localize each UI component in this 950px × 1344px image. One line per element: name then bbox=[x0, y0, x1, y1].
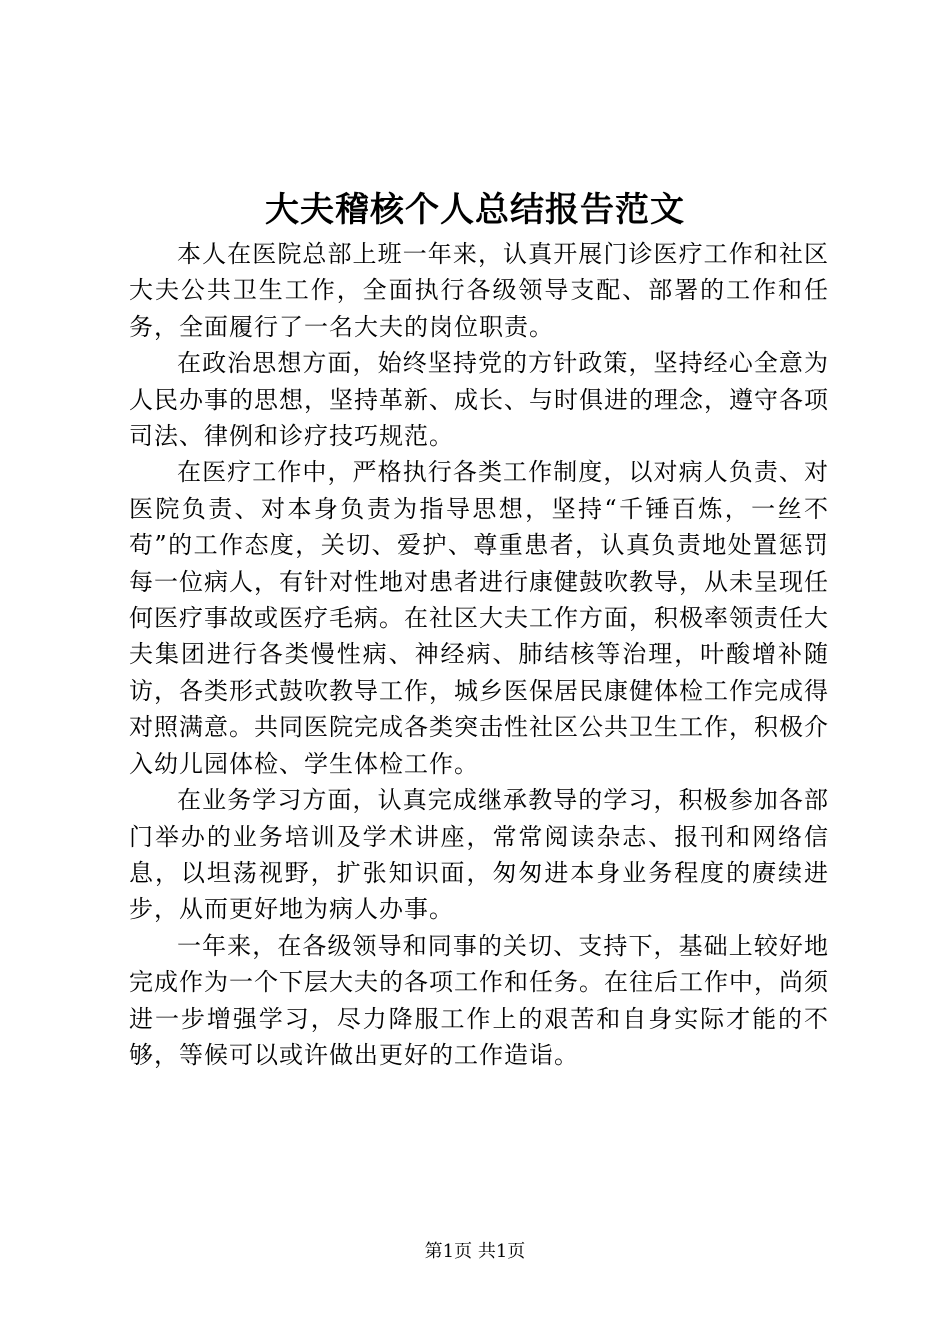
paragraph-conclusion: 一年来，在各级领导和同事的关切、支持下，基础上较好地完成作为一个下层大夫的各项工作和任务。在往后工作中，尚须进一步增强学习，尽力降服工作上的艰苦和自身实际才能的不够，等候可以或许做出更好的工作造诣。 bbox=[129, 931, 829, 1069]
paragraph-intro: 本人在医院总部上班一年来，认真开展门诊医疗工作和社区大夫公共卫生工作，全面执行各级领导支配、部署的工作和任务，全面履行了一名大夫的岗位职责。 bbox=[129, 240, 829, 341]
paragraph-study: 在业务学习方面，认真完成继承教导的学习，积极参加各部门举办的业务培训及学术讲座，常常阅读杂志、报刊和网络信息，以坦荡视野，扩张知识面，匆匆进本身业务程度的赓续进步，从而更好地为病人办事。 bbox=[129, 786, 829, 924]
page-number-footer: 第1页 共1页 bbox=[424, 1241, 526, 1262]
paragraph-medical-work: 在医疗工作中，严格执行各类工作制度，以对病人负责、对医院负责、对本身负责为指导思想，坚持“千锤百炼，一丝不苟”的工作态度，关切、爱护、尊重患者，认真负责地处置惩罚每一位病人，有针对性地对患者进行康健鼓吹教导，从未呈现任何医疗事故或医疗毛病。在社区大夫工作方面，积极率领责任大夫集团进行各类慢性病、神经病、肺结核等治理，叶酸增补随访，各类形式鼓吹教导工作，城乡医保居民康健体检工作完成得对照满意。共同医院完成各类突击性社区公共卫生工作，积极介入幼儿园体检、学生体检工作。 bbox=[129, 458, 829, 778]
paragraph-political: 在政治思想方面，始终坚持党的方针政策，坚持经心全意为人民办事的思想，坚持革新、成长、与时俱进的理念，遵守各项司法、律例和诊疗技巧规范。 bbox=[129, 349, 829, 451]
document-body bbox=[129, 236, 829, 1073]
document-title: 大夫稽核个人总结报告范文 bbox=[265, 190, 685, 230]
